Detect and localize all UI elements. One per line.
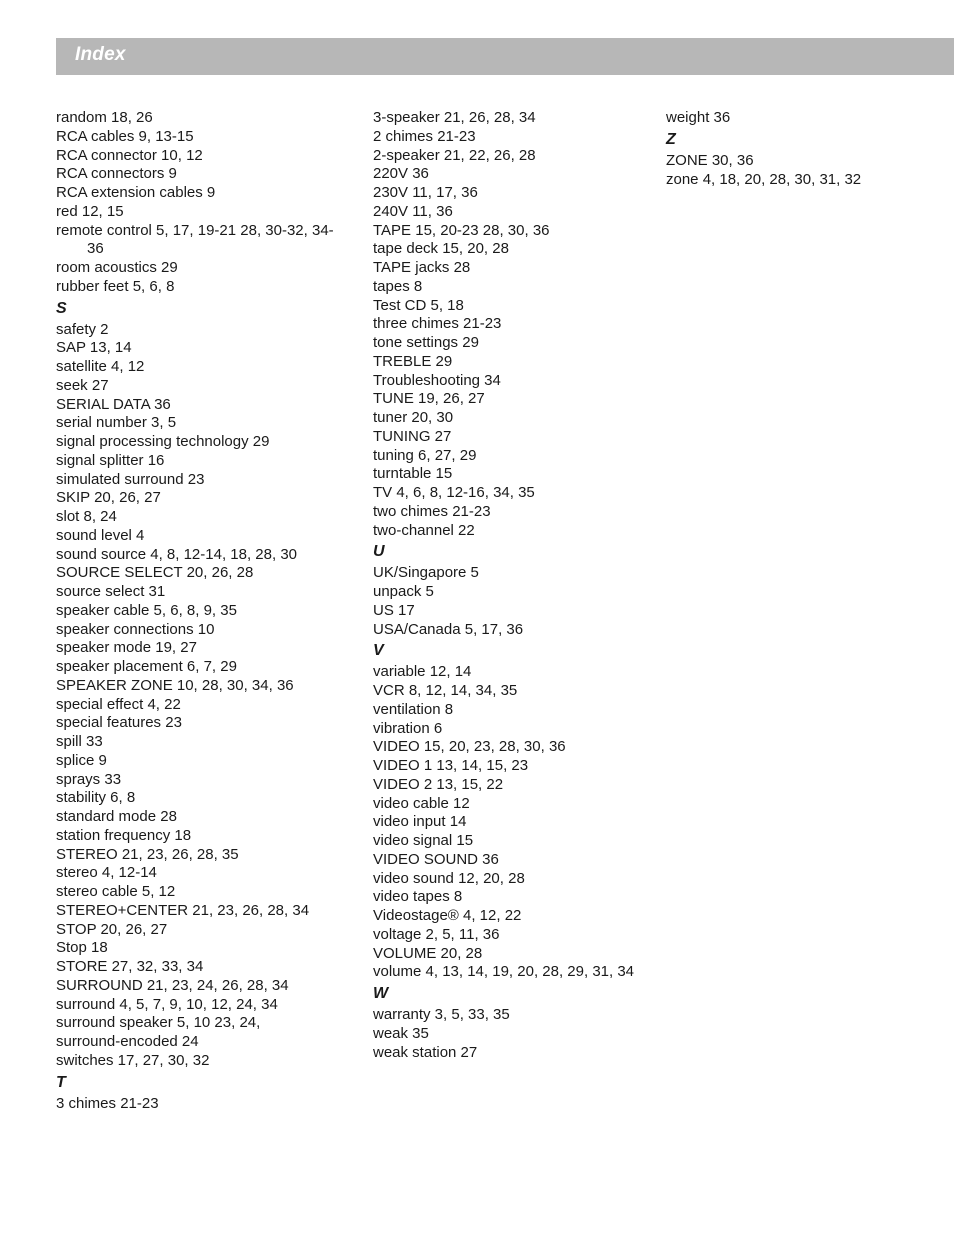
index-entry: weak station 27 [373,1043,478,1061]
index-entry: RCA connectors 9 [56,165,177,183]
index-entry: speaker placement 6, 7, 29 [56,658,237,675]
index-entry: TUNING 27 [373,427,452,445]
index-entry: VCR 8, 12, 14, 34, 35 [373,682,518,699]
index-entry: stereo cable 5, 12 [56,883,176,900]
index-entry: tapes 8 [373,277,423,295]
index-entry: 3 chimes 21-23 [56,1094,159,1112]
index-entry: SPEAKER ZONE 10, 28, 30, 34, 36 [56,676,294,694]
index-entry: speaker cable 5, 6, 8, 9, 35 [56,601,237,619]
section-letter-heading: W [373,985,389,1002]
index-entry: sprays 33 [56,770,122,788]
index-entry: SOURCE SELECT 20, 26, 28 [56,564,254,582]
index-entry: SKIP 20, 26, 27 [56,489,161,507]
index-entry: speaker connections 10 [56,620,215,638]
index-entry: sound source 4, 8, 12-14, 18, 28, 30 [56,545,298,563]
index-entry: 3-speaker 21, 26, 28, 34 [373,109,536,126]
index-entry: STORE 27, 32, 33, 34 [56,958,204,975]
index-entry: SURROUND 21, 23, 24, 26, 28, 34 [56,976,289,994]
index-entry: Test CD 5, 18 [373,296,464,314]
index-entry: spill 33 [56,733,103,750]
index-entry: RCA connector 10, 12 [56,146,203,164]
index-entry: US 17 [373,601,415,619]
index-entry: seek 27 [56,376,109,394]
section-letter-heading: T [56,1073,66,1091]
index-entry: random 18, 26 [56,109,153,126]
index-column-2 [373,109,643,1062]
index-entry: simulated surround 23 [56,470,205,488]
index-entry: video cable 12 [373,794,470,812]
index-entry: UK/Singapore 5 [373,564,479,582]
index-entry: source select 31 [56,583,166,600]
index-column-1 [56,109,346,1113]
index-entry: Videostage® 4, 12, 22 [373,907,522,924]
index-entry: Stop 18 [56,939,108,957]
index-entry: voltage 2, 5, 11, 36 [373,925,500,943]
index-column-3 [666,109,936,189]
index-entry: stability 6, 8 [56,789,136,807]
index-entry: tone settings 29 [373,334,479,351]
index-entry: stereo 4, 12-14 [56,864,157,882]
index-entry: special features 23 [56,714,182,732]
index-entry: 2 chimes 21-23 [373,127,476,145]
index-entry: tuner 20, 30 [373,409,454,426]
index-entry: ventilation 8 [373,700,454,718]
index-entry: two-channel 22 [373,521,475,539]
section-letter-heading: U [373,543,385,561]
index-entry: tape deck 15, 20, 28 [373,240,509,258]
index-entry: STOP 20, 26, 27 [56,920,168,938]
index-entry: safety 2 [56,320,109,338]
index-entry: TAPE jacks 28 [373,259,471,276]
section-letter-heading: Z [666,130,676,148]
index-entry: slot 8, 24 [56,508,117,525]
index-entry: VIDEO 1 13, 14, 15, 23 [373,757,529,774]
index-entry: speaker mode 19, 27 [56,639,197,657]
index-entry: SAP 13, 14 [56,339,132,357]
index-entry: serial number 3, 5 [56,414,177,432]
index-entry: room acoustics 29 [56,259,178,276]
index-entry: rubber feet 5, 6, 8 [56,277,175,295]
index-entry: signal splitter 16 [56,451,165,469]
index-entry: station frequency 18 [56,826,192,844]
index-entry: video input 14 [373,813,467,831]
index-entry: variable 12, 14 [373,663,472,681]
index-entry: SERIAL DATA 36 [56,395,171,413]
index-entry: 220V 36 [373,165,429,183]
header-bar [56,38,954,75]
index-entry: turntable 15 [373,465,453,483]
index-entry: special effect 4, 22 [56,695,181,713]
index-entry: TREBLE 29 [373,352,453,370]
index-entry: video sound 12, 20, 28 [373,869,525,887]
index-entry: USA/Canada 5, 17, 36 [373,620,524,638]
index-entry: ZONE 30, 36 [666,151,754,169]
index-entry: TAPE 15, 20-23 28, 30, 36 [373,221,550,239]
index-entry: surround-encoded 24 [56,1033,199,1050]
index-entry: volume 4, 13, 14, 19, 20, 28, 29, 31, 34 [373,963,635,981]
index-entry: 2-speaker 21, 22, 26, 28 [373,146,536,164]
index-entry: unpack 5 [373,583,434,600]
section-letter-heading: V [373,642,384,660]
index-entry: standard mode 28 [56,808,177,825]
index-entry: video tapes 8 [373,888,463,906]
index-entry: satellite 4, 12 [56,358,145,375]
index-entry: RCA cables 9, 13-15 [56,127,194,145]
index-entry: weak 35 [373,1024,429,1042]
index-entry: RCA extension cables 9 [56,184,216,201]
index-entry: 240V 11, 36 [373,202,453,220]
index-entry: VIDEO 15, 20, 23, 28, 30, 36 [373,738,566,756]
index-entry: vibration 6 [373,719,443,737]
index-entry: VIDEO 2 13, 15, 22 [373,775,504,793]
index-entry: weight 36 [666,109,731,126]
index-entry: video signal 15 [373,832,474,849]
index-entry: three chimes 21-23 [373,315,502,333]
page-title: Index [75,44,126,65]
index-entry: switches 17, 27, 30, 32 [56,1051,210,1069]
index-entry: two chimes 21-23 [373,502,491,520]
index-entry: Troubleshooting 34 [373,371,501,389]
index-entry: sound level 4 [56,526,145,544]
index-entry: 230V 11, 17, 36 [373,184,478,201]
index-entry: TV 4, 6, 8, 12-16, 34, 35 [373,484,535,501]
index-entry: VOLUME 20, 28 [373,944,483,962]
index-entry: warranty 3, 5, 33, 35 [373,1006,510,1023]
index-entry: surround speaker 5, 10 23, 24, [56,1014,261,1032]
index-entry: STEREO 21, 23, 26, 28, 35 [56,845,239,863]
index-entry: TUNE 19, 26, 27 [373,390,485,408]
index-entry: signal processing technology 29 [56,433,270,450]
index-entry: remote control 5, 17, 19-21 28, 30-32, 34-36 [56,221,334,258]
index-entry: STEREO+CENTER 21, 23, 26, 28, 34 [56,901,310,919]
index-entry: surround 4, 5, 7, 9, 10, 12, 24, 34 [56,995,278,1013]
index-entry: splice 9 [56,751,107,769]
index-entry: VIDEO SOUND 36 [373,850,499,868]
index-entry: red 12, 15 [56,202,124,220]
section-letter-heading: S [56,299,67,317]
index-entry: tuning 6, 27, 29 [373,446,477,464]
index-entry: zone 4, 18, 20, 28, 30, 31, 32 [666,170,862,188]
